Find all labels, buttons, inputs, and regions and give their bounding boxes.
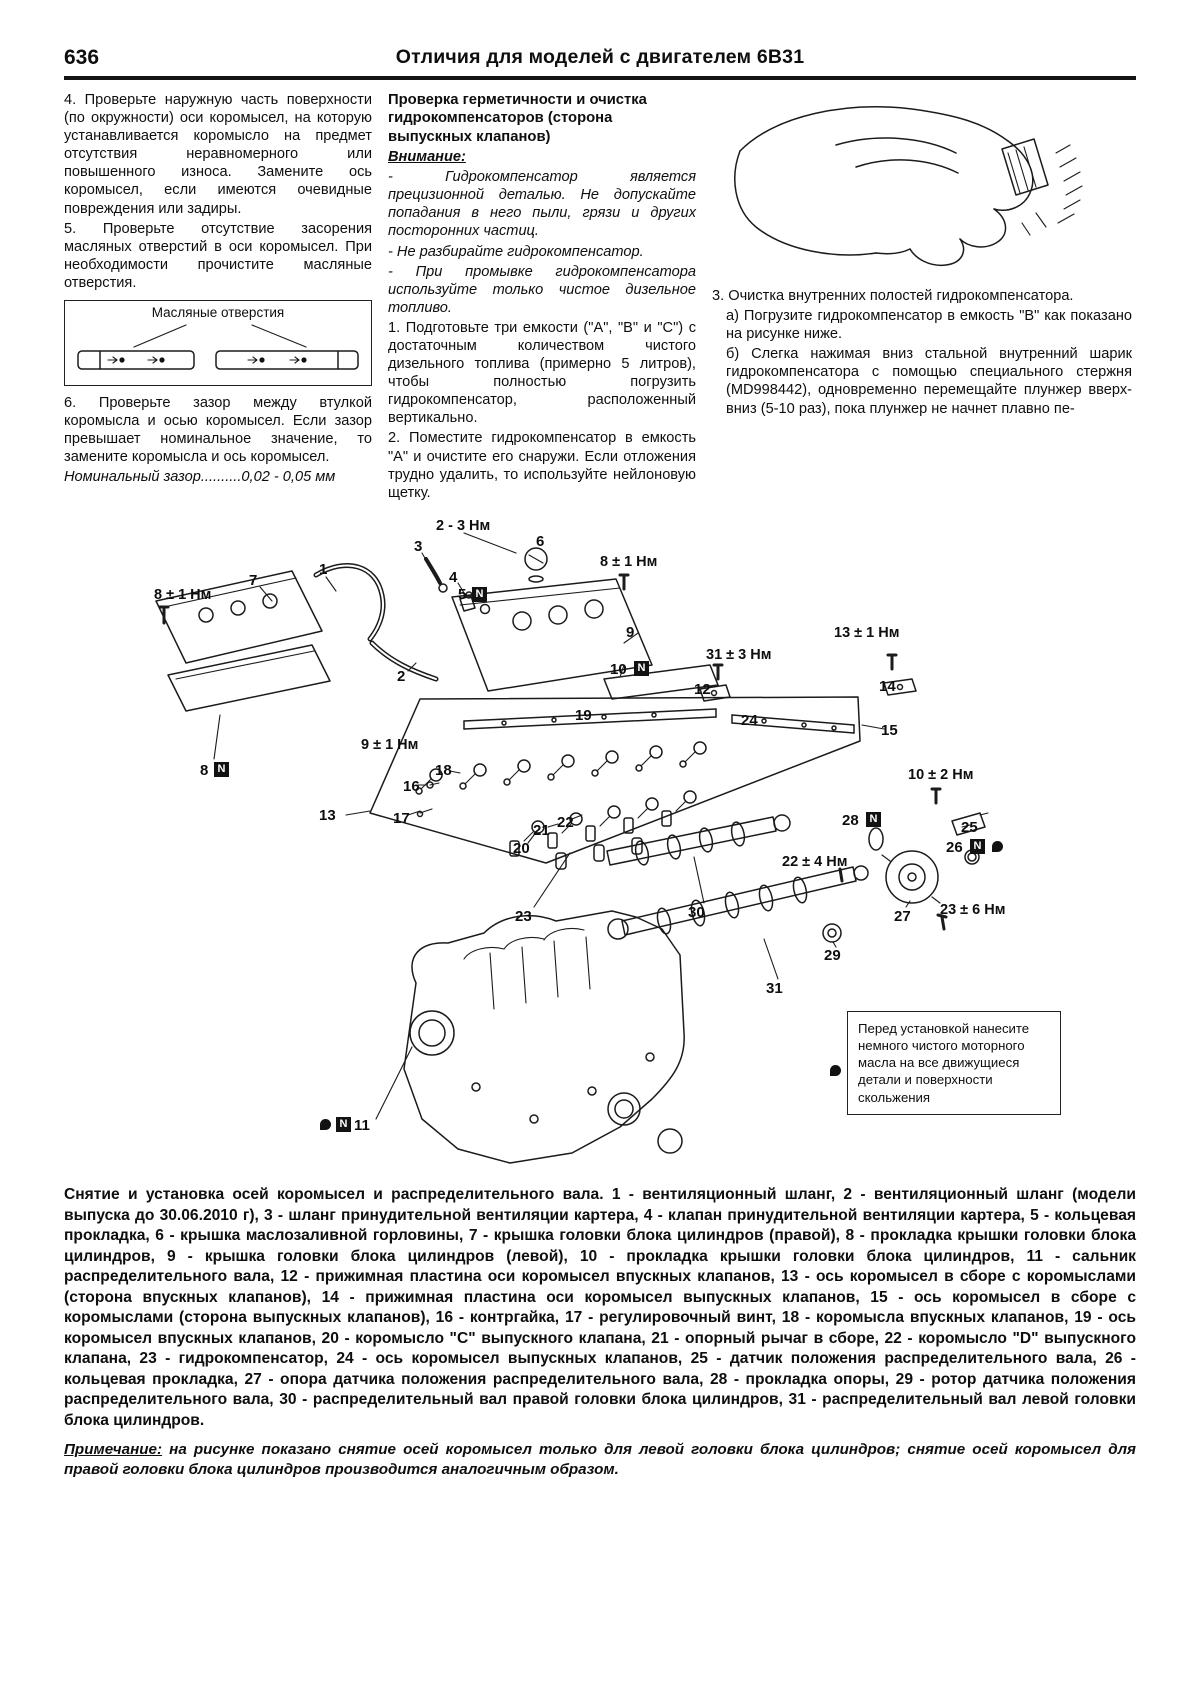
torque-label: 10 ± 2 Нм (908, 767, 974, 783)
step-1-text: 1. Подготовьте три емкости ("А", "В" и "С") с достаточным количеством чистого дизельного топлива (примерно 5 литров), чтобы полностью погрузить гидрокомпенсатор, расположенный вертикально. (388, 319, 696, 427)
new-part-marker-icon: N (970, 839, 985, 854)
part-number-label: 11 (354, 1117, 370, 1134)
part-number-label: 31 (766, 980, 783, 997)
step-3a-text: а) Погрузите гидрокомпенсатор в емкость "В" как показано на рисунке ниже. (726, 308, 1132, 343)
section-heading: Проверка герметичности и очистка гидрокомпенсаторов (сторона выпускных клапанов) (388, 92, 647, 145)
torque-label: 13 ± 1 Нм (834, 625, 900, 641)
torque-label: 31 ± 3 Нм (706, 647, 772, 663)
step-2-text: 2. Поместите гидрокомпенсатор в емкость "А" и очистите его снаружи. Если отложения трудно удалить, то используйте нейлоновую щетку. (388, 430, 696, 501)
warning-1: - Гидрокомпенсатор является прецизионной деталью. Не допускайте попадания в него пыли, грязи и других посторонних частиц. (388, 169, 696, 240)
column-middle (388, 91, 696, 507)
part-number-label: 18 (435, 762, 452, 779)
assembly-note-box (847, 1011, 1061, 1115)
torque-label: 23 ± 6 Нм (940, 902, 1006, 918)
warning-2: - Не разбирайте гидрокомпенсатор. (388, 243, 644, 260)
page-number: 636 (64, 46, 100, 69)
new-part-marker-icon: N (214, 762, 229, 777)
part-number-label: 6 (536, 533, 545, 550)
torque-label: 8 ± 1 Нм (154, 587, 212, 603)
footnote-label: Примечание: (64, 1441, 163, 1458)
oil-marker-icon (992, 841, 1003, 852)
oil-marker-icon (830, 1065, 841, 1076)
assembly-note-text: Перед установкой нанесите немного чистого моторного масла на все движущиеся детали и поверхности скольжения (858, 1021, 1030, 1105)
step-4-text: 4. Проверьте наружную часть поверхности (по окружности) оси коромысел, на которую устанавливается коромысло на предмет отсутствия неравномерного или повышенного износа. Замените ось коромысел, если имеются очевидные повреждения или задиры. (64, 92, 372, 217)
part-number-label: 16 (403, 778, 420, 795)
figure-caption: Снятие и установка осей коромысел и распределительного вала. 1 - вентиляционный шланг, 2 - вентиляционный шланг (модели выпуска до 30.06.2010 г), 3 - шланг принудительной вентиляции картера, 4 - клапан принудительной вентиляции картера, 5 - кольцевая прокладка, 6 - крышка маслозаливной горловины, 7 - крышка головки блока цилиндров (правой), 8 - прокладка крышки головки блока цилиндров, 9 - крышка головки блока цилиндров (левой), 10 - прокладка крышки головки блока цилиндров, 11 - сальник распределительного вала, 12 - прижимная пластина оси коромысел впускных клапанов, 13 - ось коромысел в сборе с коромыслами (сторона впускных клапанов), 14 - прижимная пластина оси коромысел выпускных клапанов, 15 - ось коромысел в сборе с коромыслами (сторона выпускных клапанов), 16 - контргайка, 17 - регулировочный винт, 18 - коромысла впускных клапанов, 19 - ось коромысел впускных клапанов, 20 - коромысло "С" выпускного клапана, 21 - опорный рычаг в сборе, 22 - коромысло "D" выпускного клапана, 23 - гидрокомпенсатор, 24 - ось коромысел выпускных клапанов, 25 - датчик положения распределительного вала, 26 - кольцевая прокладка, 27 - опора датчика положения распределительного вала, 28 - прокладка опоры, 29 - ротор датчика положения распределительного вала, 30 - распределительный вал правой головки блока цилиндров, 31 - распределительный вал левой головки блока цилиндров. (64, 1186, 1136, 1429)
torque-label: 2 - 3 Нм (436, 518, 491, 534)
oil-holes-figure (64, 300, 372, 386)
step-5-text: 5. Проверьте отсутствие засорения масляных отверстий в оси коромысел. При необходимости прочистите масляные отверстия. (64, 220, 372, 291)
part-number-label: 9 (626, 624, 635, 641)
step-3b-text: б) Слегка нажимая вниз стальной внутренний шарик гидрокомпенсатора с помощью специального стержня (MD998442), одновременно перемещайте плунжер вверх-вниз (5-10 раз), пока плунжер не начнет плавно пе- (726, 346, 1132, 417)
oil-holes-figure-label: Масляные отверстия (151, 305, 285, 321)
step-3-text: 3. Очистка внутренних полостей гидрокомпенсатора. (712, 288, 1074, 304)
oil-marker-icon (320, 1119, 331, 1130)
part-number-label: 7 (249, 572, 258, 589)
part-number-label: 30 (688, 904, 705, 921)
hand-with-lifter-drawing (712, 91, 1116, 279)
part-number-label: 24 (741, 712, 758, 729)
column-left (64, 91, 372, 507)
attention-label: Внимание: (388, 149, 466, 166)
warning-3: - При промывке гидрокомпенсатора используйте только чистое дизельное топливо. (388, 263, 696, 316)
new-part-marker-icon: N (634, 661, 649, 676)
part-number-label: 14 (879, 678, 896, 695)
part-number-label: 17 (393, 810, 410, 827)
part-number-label: 10 (610, 661, 627, 678)
part-number-label: 22 (557, 814, 574, 831)
torque-label: 9 ± 1 Нм (361, 737, 419, 753)
torque-label: 22 ± 4 Нм (782, 854, 848, 870)
exploded-view-diagram (64, 513, 1136, 1175)
part-number-label: 4 (449, 569, 458, 586)
footnote-text: на рисунке показано снятие осей коромысел только для левой головки блока цилиндров; снятие осей коромысел для правой головки блока цилиндров производится аналогичным образом. (64, 1441, 1136, 1478)
part-number-label: 21 (533, 822, 550, 839)
part-number-label: 19 (575, 707, 592, 724)
attention-line (388, 148, 696, 166)
part-number-label: 5 (458, 586, 467, 603)
page-header (64, 46, 1136, 80)
part-number-label: 1 (319, 561, 328, 578)
part-number-label: 23 (515, 908, 532, 925)
new-part-marker-icon: N (866, 812, 881, 827)
step-6-text: 6. Проверьте зазор между втулкой коромысла и осью коромысел. Если зазор превышает номинальное значение, то замените коромысла и ось коромысел. (64, 395, 372, 466)
page-title: Отличия для моделей с двигателем 6В31 (395, 46, 805, 68)
part-number-label: 13 (319, 807, 336, 824)
part-number-label: 15 (881, 722, 898, 739)
oil-holes-drawing (70, 323, 366, 377)
text-columns (64, 91, 1136, 507)
part-number-label: 12 (694, 681, 711, 698)
part-number-label: 27 (894, 908, 911, 925)
column-right (712, 91, 1132, 507)
part-number-label: 2 (397, 668, 406, 685)
part-number-label: 26 (946, 839, 963, 856)
part-number-label: 3 (414, 538, 423, 555)
part-number-label: 20 (513, 840, 530, 857)
part-number-label: 25 (961, 819, 978, 836)
footnote (64, 1440, 1136, 1480)
part-number-label: 8 (200, 762, 209, 779)
new-part-marker-icon: N (472, 587, 487, 602)
part-number-label: 29 (824, 947, 841, 964)
nominal-clearance-text: Номинальный зазор..........0,02 - 0,05 мм (64, 469, 336, 486)
new-part-marker-icon: N (336, 1117, 351, 1132)
torque-label: 8 ± 1 Нм (600, 554, 658, 570)
part-number-label: 28 (842, 812, 859, 829)
